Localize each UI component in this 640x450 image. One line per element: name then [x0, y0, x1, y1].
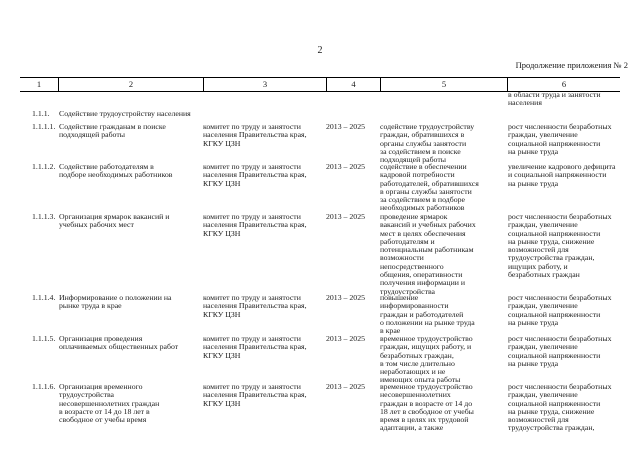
row-years: 2013 – 2025	[326, 212, 365, 221]
row-executor: комитет по труду и занятости населения Правительства края, КГКУ ЦЗН	[203, 334, 307, 360]
row-content: повышение информированности граждан и работодателей о положении на рынке труда в крае	[380, 293, 475, 336]
header-col-3: 3	[203, 78, 326, 91]
row-executor: комитет по труду и занятости населения Правительства края, КГКУ ЦЗН	[203, 293, 307, 319]
row-content: временное трудоустройство граждан, ищущих работу, и безработных граждан, в том числе длительно неработающих и не имеющих опыта работы	[380, 334, 473, 385]
row-name: Организация проведения оплачиваемых общественных работ	[59, 334, 179, 352]
row-result: рост численности безработных граждан, увеличение социальной напряженности на рынке труда, снижение возможностей для трудоустройства граждан,	[508, 382, 612, 433]
row-executor: комитет по труду и занятости населения Правительства края, КГКУ ЦЗН	[203, 382, 307, 408]
row-code: 1.1.1.4.	[32, 293, 56, 302]
row-result: рост численности безработных граждан, увеличение социальной напряженности на рынке труда	[508, 334, 612, 368]
header-col-2: 2	[58, 78, 203, 91]
row-result: рост численности безработных граждан, увеличение социальной напряженности на рынке труда	[508, 293, 612, 327]
row-executor: комитет по труду и занятости населения Правительства края, КГКУ ЦЗН	[203, 122, 307, 148]
row-name: Содействие гражданам в поиске подходящей работы	[59, 122, 166, 140]
row-content: проведение ярмарок вакансий и учебных рабочих мест в целях обеспечения работодателям и потенциальным работникам возможности непосредственного общения, оперативности получения информации и трудоустройства	[380, 212, 476, 296]
row-years: 2013 – 2025	[326, 122, 365, 131]
page-number: 2	[317, 45, 323, 56]
continuation-text: в области труда и занятости населения	[508, 90, 601, 108]
row-name: Организация временного трудоустройства несовершеннолетних граждан в возрасте от 14 до 18 лет в свободное от учебы время	[59, 382, 160, 425]
section-title: Содействие трудоустройству населения	[59, 109, 191, 118]
row-code: 1.1.1.6.	[32, 382, 56, 391]
row-name: Содействие работодателям в подборе необходимых работников	[59, 162, 173, 180]
row-result: рост численности безработных граждан, увеличение социальной напряженности на рынке труда, снижение возможностей для трудоустройства граждан, ищущих работу, и безработных граждан	[508, 212, 612, 280]
header-col-1: 1	[36, 79, 42, 89]
appendix-continuation-note: Продолжение приложения № 2	[515, 60, 628, 70]
section-code: 1.1.1.	[32, 109, 50, 118]
row-name: Информирование о положении на рынке труда в крае	[59, 293, 172, 311]
row-result: рост численности безработных граждан, увеличение социальной напряженности на рынке труда	[508, 122, 612, 156]
row-executor: комитет по труду и занятости населения Правительства края, КГКУ ЦЗН	[203, 162, 307, 188]
row-years: 2013 – 2025	[326, 382, 365, 391]
row-content: содействие в обеспечении кадровой потребности работодателей, обратившихся в органы службы занятости за содействием в подборе необходимых работников	[380, 162, 479, 213]
row-result: увеличение кадрового дефицита и социальной напряженности на рынке труда	[508, 162, 616, 188]
row-code: 1.1.1.3.	[32, 212, 56, 221]
row-content: содействие трудоустройству граждан, обратившихся в органы службы занятости за содействием в поиске подходящей работы	[380, 122, 475, 165]
row-executor: комитет по труду и занятости населения Правительства края, КГКУ ЦЗН	[203, 212, 307, 238]
header-col-4: 4	[326, 78, 380, 91]
row-code: 1.1.1.1.	[32, 122, 56, 131]
row-years: 2013 – 2025	[326, 334, 365, 343]
row-code: 1.1.1.5.	[32, 334, 56, 343]
row-name: Организация ярмарок вакансий и учебных рабочих мест	[59, 212, 170, 230]
header-col-6: 6	[507, 78, 620, 91]
row-code: 1.1.1.2.	[32, 162, 56, 171]
header-col-5: 5	[380, 78, 507, 91]
row-content: временное трудоустройство несовершеннолетних граждан в возрасте от 14 до 18 лет в свободное от учебы время в целях их трудовой адаптации, а также	[380, 382, 474, 433]
row-years: 2013 – 2025	[326, 293, 365, 302]
row-years: 2013 – 2025	[326, 162, 365, 171]
